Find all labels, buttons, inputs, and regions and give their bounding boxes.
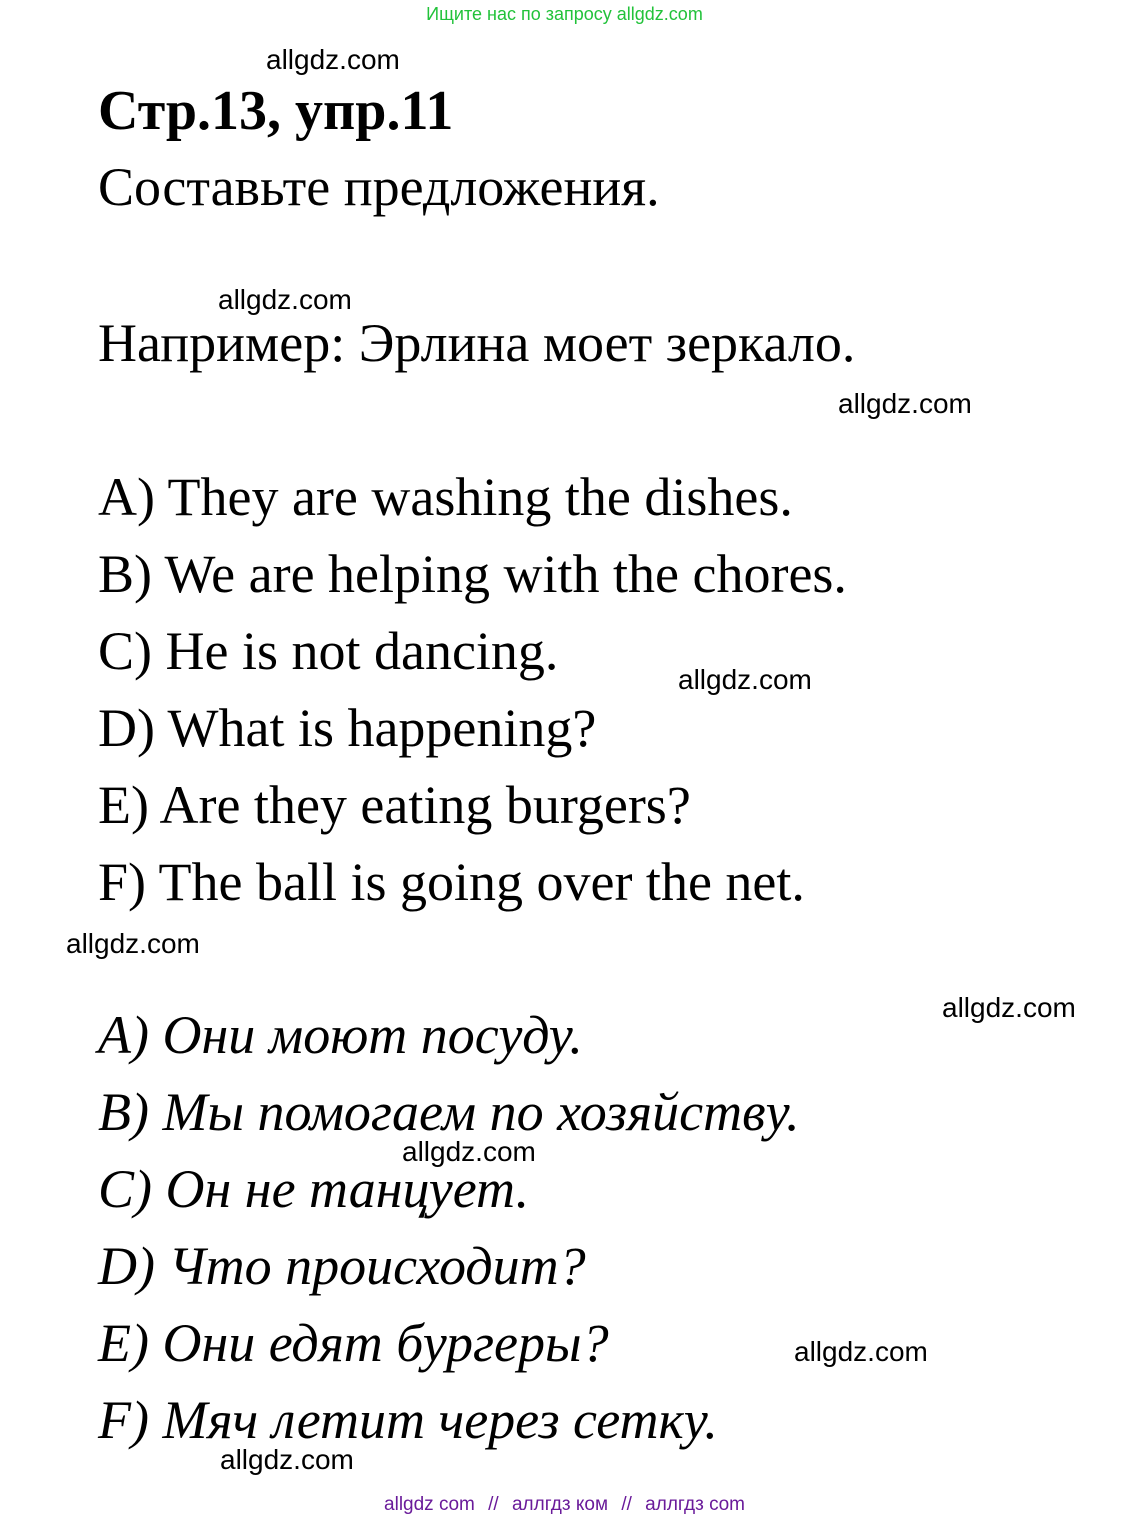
instruction: Составьте предложения. [98, 157, 660, 217]
footer-link[interactable]: аллгдз com [645, 1494, 745, 1515]
english-sentence: F) The ball is going over the net. [98, 852, 805, 912]
russian-sentence: A) Они моют посуду. [98, 1005, 583, 1065]
russian-sentence: D) Что происходит? [98, 1236, 586, 1296]
footer-separator: // [621, 1494, 632, 1515]
watermark: allgdz.com [218, 284, 352, 315]
english-sentence: E) Are they eating burgers? [98, 775, 691, 835]
russian-sentence: B) Мы помогаем по хозяйству. [98, 1082, 800, 1142]
english-sentence: A) They are washing the dishes. [98, 467, 793, 527]
watermark: allgdz.com [942, 992, 1076, 1023]
example-sentence: Например: Эрлина моет зеркало. [98, 313, 856, 373]
russian-sentence: C) Он не танцует. [98, 1159, 530, 1219]
english-sentence: D) What is happening? [98, 698, 597, 758]
footer-link[interactable]: allgdz com [384, 1494, 475, 1515]
watermark: allgdz.com [266, 44, 400, 75]
page-title: Стр.13, упр.11 [98, 80, 454, 142]
watermark: allgdz.com [220, 1444, 354, 1475]
watermark: allgdz.com [794, 1336, 928, 1367]
footer-separator: // [488, 1494, 499, 1515]
top-banner[interactable]: Ищите нас по запросу allgdz.com [426, 4, 703, 24]
watermark: allgdz.com [838, 388, 972, 419]
english-sentence: B) We are helping with the chores. [98, 544, 847, 604]
footer-links [0, 1494, 1129, 1516]
footer-link[interactable]: аллгдз ком [511, 1494, 609, 1515]
russian-sentence: F) Мяч летит через сетку. [98, 1390, 718, 1450]
watermark: allgdz.com [66, 928, 200, 959]
watermark: allgdz.com [678, 664, 812, 695]
watermark: allgdz.com [402, 1136, 536, 1167]
english-sentence: C) He is not dancing. [98, 621, 559, 681]
russian-sentence: E) Они едят бургеры? [98, 1313, 609, 1373]
